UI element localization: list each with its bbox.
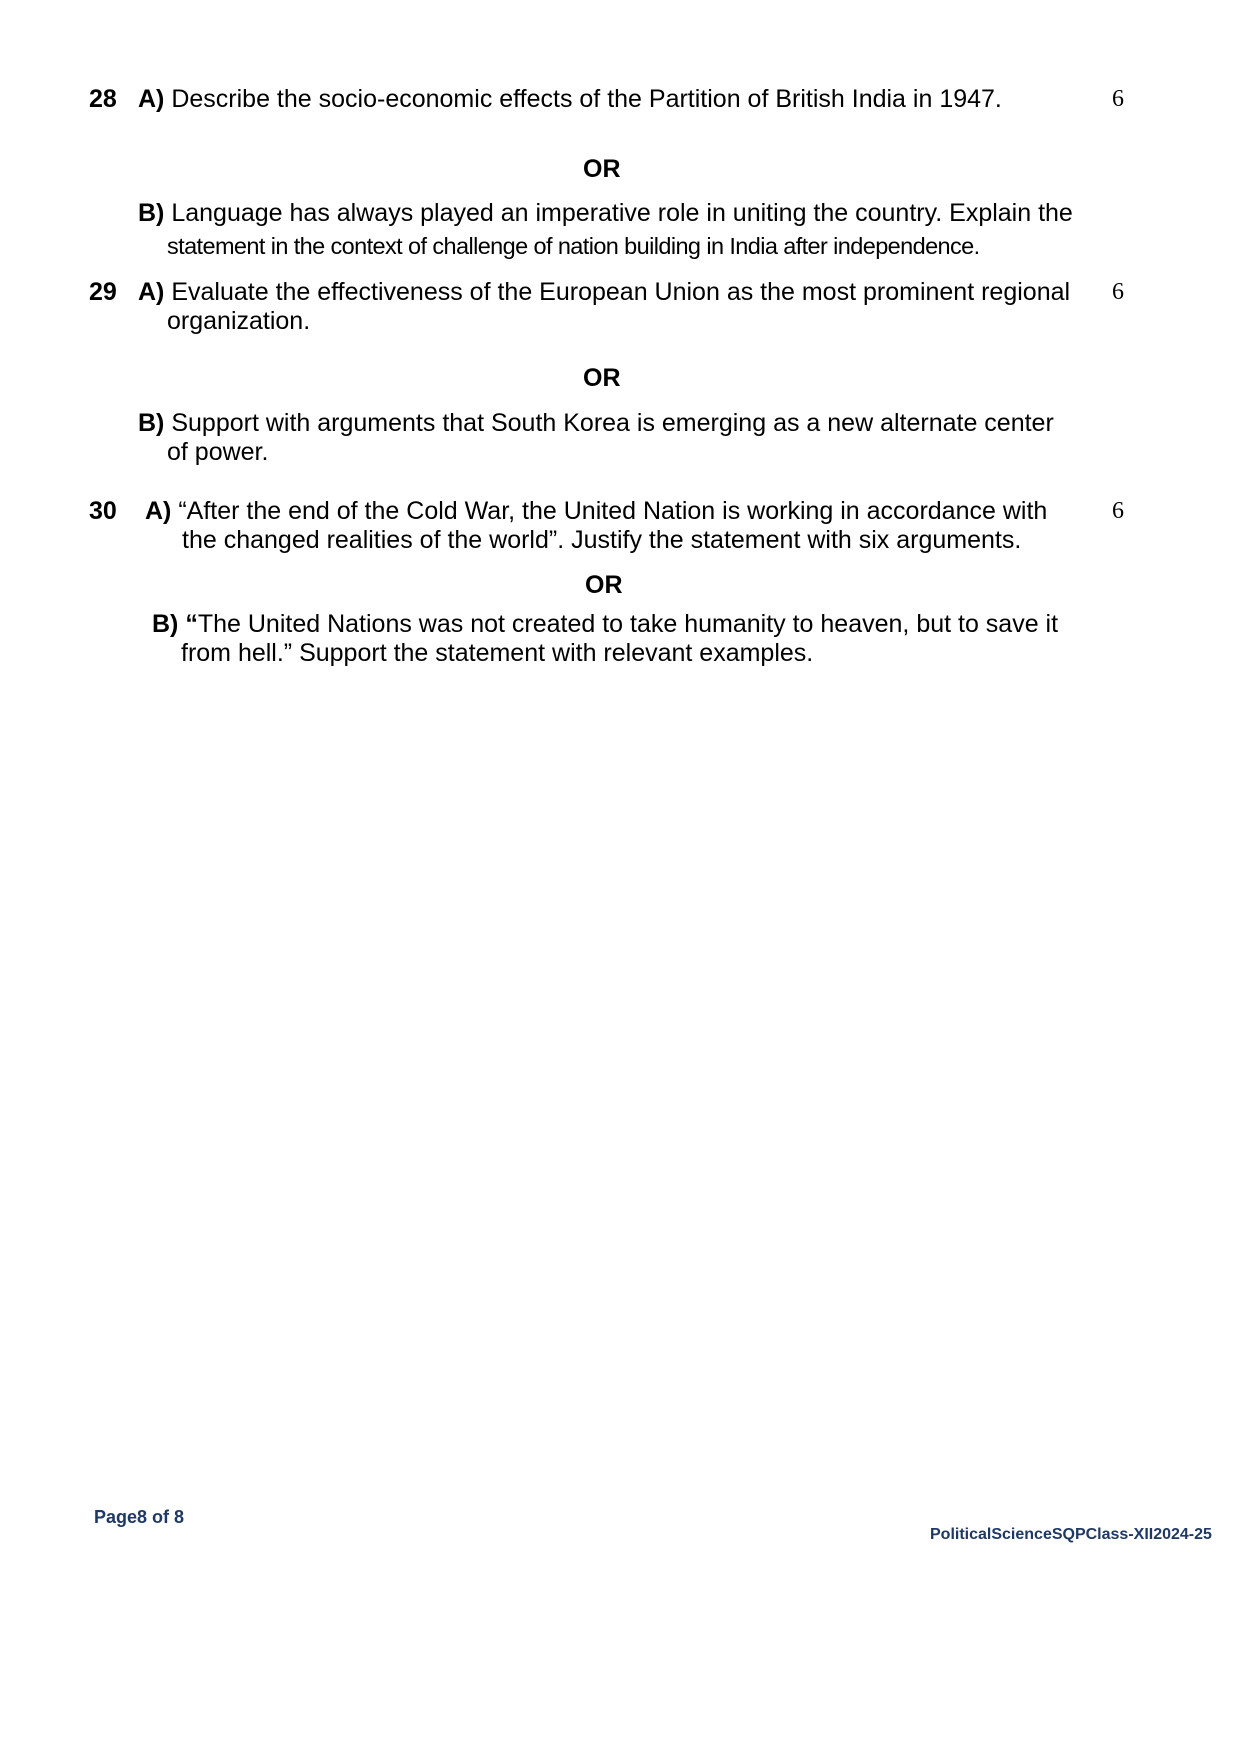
question-number: 28	[89, 85, 117, 113]
question-text: “After the end of the Cold War, the United Nation is working in accordance with	[178, 497, 1048, 525]
question-number: 30	[89, 497, 117, 525]
question-text-continuation: of power.	[167, 438, 269, 466]
question-part-a	[138, 85, 1002, 114]
page-number: Page8 of 8	[94, 1507, 185, 1527]
question-text-continuation: statement in the context of challenge of nation building in India after independence.	[167, 233, 980, 259]
or-separator: OR	[583, 155, 621, 183]
question-text-continuation: from hell.” Support the statement with relevant examples.	[181, 639, 814, 667]
question-text: Language has always played an imperative role in uniting the country. Explain the	[171, 199, 1073, 227]
question-text: Describe the socio-economic effects of the Partition of British India in 1947.	[171, 85, 1002, 113]
question-part-b	[138, 409, 1054, 438]
part-label: A)	[138, 85, 165, 113]
question-text-continuation: the changed realities of the world”. Justify the statement with six arguments.	[182, 526, 1022, 554]
opening-quote: “	[185, 610, 198, 638]
part-label: A)	[145, 497, 172, 525]
question-part-b	[152, 610, 1058, 639]
part-label: B)	[138, 199, 165, 227]
document-id: PoliticalScienceSQPClass-XII2024-25	[930, 1526, 1212, 1543]
part-label: B)	[152, 610, 179, 638]
question-part-a	[138, 278, 1070, 307]
marks: 6	[1112, 498, 1124, 524]
or-separator: OR	[583, 364, 621, 392]
question-part-a	[145, 497, 1047, 526]
question-text: Evaluate the effectiveness of the European Union as the most prominent regional	[171, 278, 1071, 306]
marks: 6	[1112, 279, 1124, 305]
question-part-b	[138, 199, 1073, 228]
marks: 6	[1112, 86, 1124, 112]
question-text: The United Nations was not created to take humanity to heaven, but to save it	[197, 610, 1059, 638]
question-text-continuation: organization.	[167, 307, 311, 335]
question-number: 29	[89, 278, 117, 306]
or-separator: OR	[585, 571, 623, 599]
question-text: Support with arguments that South Korea is emerging as a new alternate center	[171, 409, 1054, 437]
part-label: B)	[138, 409, 165, 437]
part-label: A)	[138, 278, 165, 306]
